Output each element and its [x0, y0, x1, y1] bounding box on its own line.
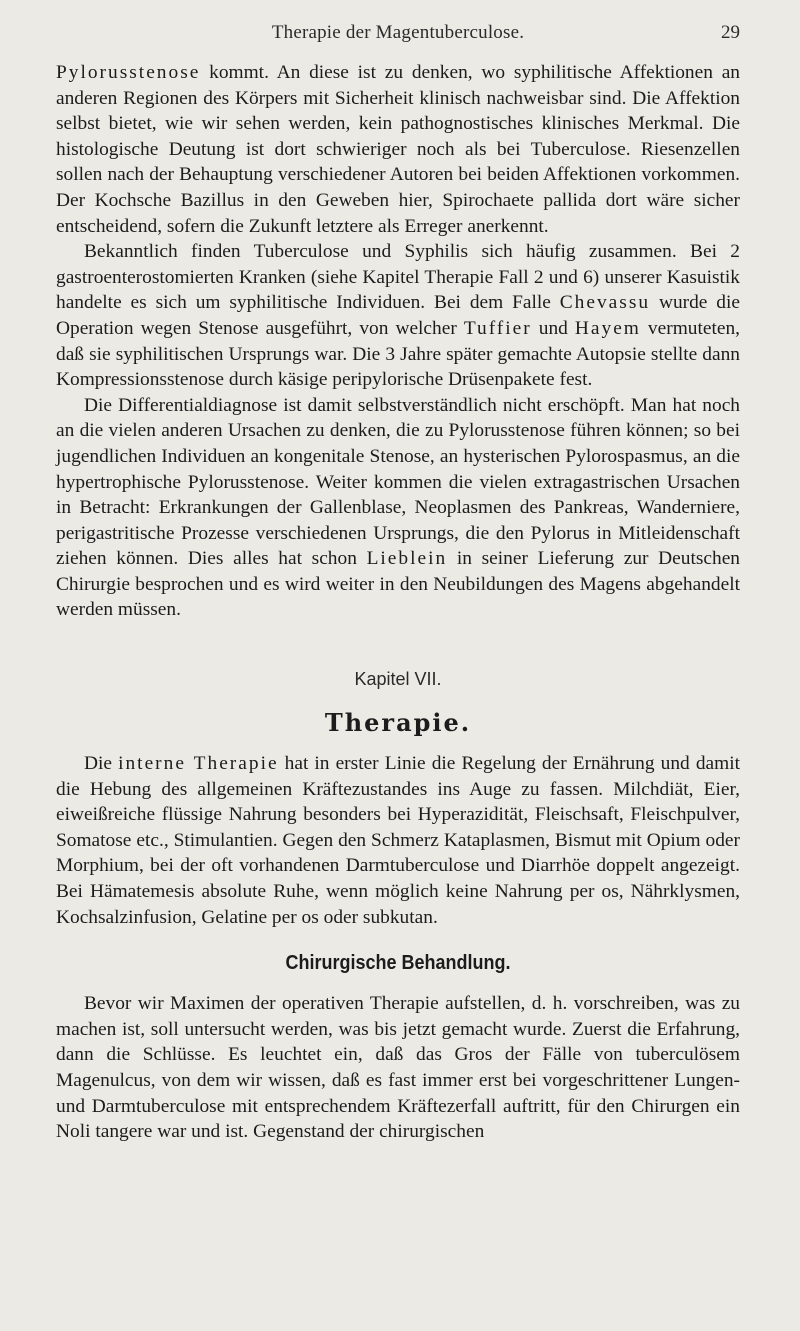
- running-head: [56, 22, 740, 44]
- spaced-term: Pylorusstenose: [56, 62, 201, 83]
- paragraph-pylorusstenose: [56, 60, 740, 239]
- paragraph-operative-therapie: [56, 991, 740, 1145]
- paragraph-text: Bevor wir Maximen der operativen Therapie aufstellen, d. h. vorschreiben, was zu machen ist, soll untersucht werden, was bis jetzt gemacht wurde. Zuerst die Erfahrung, dann die Schlüsse. Es leuchtet ein, daß das Gros der Fälle von tuberculösem Magenulcus, von dem wir wissen, daß es fast immer erst bei vorgeschrittener Lungen- und Darmtuberculose mit entsprechendem Kräftezerfall auftritt, für den Chirurgen ein Noli tangere war und ist. Gegenstand der chirurgischen: [56, 993, 740, 1143]
- body-text: [56, 60, 740, 1145]
- section-title: Chirurgische Behandlung.: [285, 952, 511, 975]
- paragraph-text: Bekanntlich finden Tuberculose und Syphilis sich häufig zusammen. Bei 2 gastroenterostomierten Kranken (siehe Kapitel Therapie Fall 2 und 6) unserer Kasuistik handelte es sich um syphilitische Individuen. Bei dem Falle: [56, 241, 740, 314]
- author-name: Hayem: [574, 317, 641, 339]
- chapter-title: Therapie.: [324, 708, 472, 738]
- paragraph-text: und: [531, 317, 575, 339]
- paragraph-syphilis: [56, 239, 740, 393]
- paragraph-text: Die Differentialdiagnose ist damit selbstverständlich nicht erschöpft. Man hat noch an die vielen anderen Ursachen zu denken, die zu Pylorusstenose führen können; so bei jugendlichen Individuen an kongenitale Stenose, an hysterischen Pylorospasmus, an die hypertrophische Pylorusstenose. Weiter kommen die vielen extragastrischen Ursachen in Betracht: Erkrankungen der Gallenblase, Neoplasmen des Pankreas, Wanderniere, perigastritische Prozesse verschiedenen Ursprungs, die den Pylorus in Mitleidenschaft ziehen können. Dies alles hat schon: [56, 394, 740, 570]
- running-head-title: Therapie der Magentuberculose.: [271, 22, 525, 43]
- author-name: Chevassu: [559, 292, 651, 314]
- paragraph-text: wurde die Operation wegen Stenose ausgeführt, von welcher: [56, 292, 740, 339]
- page-number: 29: [721, 22, 740, 43]
- paragraph-interne-therapie: [56, 751, 740, 930]
- author-name: Tuffier: [463, 317, 532, 339]
- paragraph-differentialdiagnose: [56, 393, 740, 623]
- paragraph-text: vermuteten, daß sie syphilitischen Ursprungs war. Die 3 Jahre später gemachte Autopsie stellte dann Kompressionsstenose durch käsige peripylorische Drüsenpakete fest.: [56, 317, 740, 391]
- chapter-label: Kapitel VII.: [354, 669, 442, 690]
- paragraph-text: hat in erster Linie die Regelung der Ernährung und damit die Hebung des allgemeinen Kräftezustandes ins Auge zu fassen. Milchdiät, Eier, eiweißreiche flüssige Nahrung besonders bei Hyperazidität, Fleischsaft, Fleischpulver, Somatose etc., Stimulantien. Gegen den Schmerz Kataplasmen, Bismut mit Opium oder Morphium, bei der oft vorhandenen Darmtuberculose und Diarrhöe doppelt angezeigt. Bei Hämatemesis absolute Ruhe, wenn möglich keine Nahrung per os, Nährklysmen, Kochsalzinfusion, Gelatine per os oder subkutan.: [56, 753, 740, 928]
- paragraph-text: in seiner Lieferung zur Deutschen Chirurgie besprochen und es wird weiter in den Neubildungen des Magens abgehandelt werden müssen.: [56, 548, 740, 621]
- paragraph-text: kommt. An diese ist zu denken, wo syphilitische Affektionen an anderen Regionen des Körpers mit Sicherheit klinisch nachweisbar sind. Die Affektion selbst bietet, wie wir sehen werden, kein pathognostisches klinisches Merkmal. Die histologische Deutung ist dort schwieriger noch als bei Tuberculose. Riesenzellen sollen nach der Behauptung verschiedener Autoren bei beiden Affektionen vorkommen. Der Kochsche Bazillus in den Geweben hier, Spirochaete pallida dort wäre sicher entscheidend, sofern die Zukunft letztere als Erreger anerkennt.: [56, 62, 740, 237]
- paragraph-text: Die: [84, 753, 119, 775]
- spaced-term: interne Therapie: [118, 753, 279, 775]
- author-name: Lieblein: [366, 548, 448, 570]
